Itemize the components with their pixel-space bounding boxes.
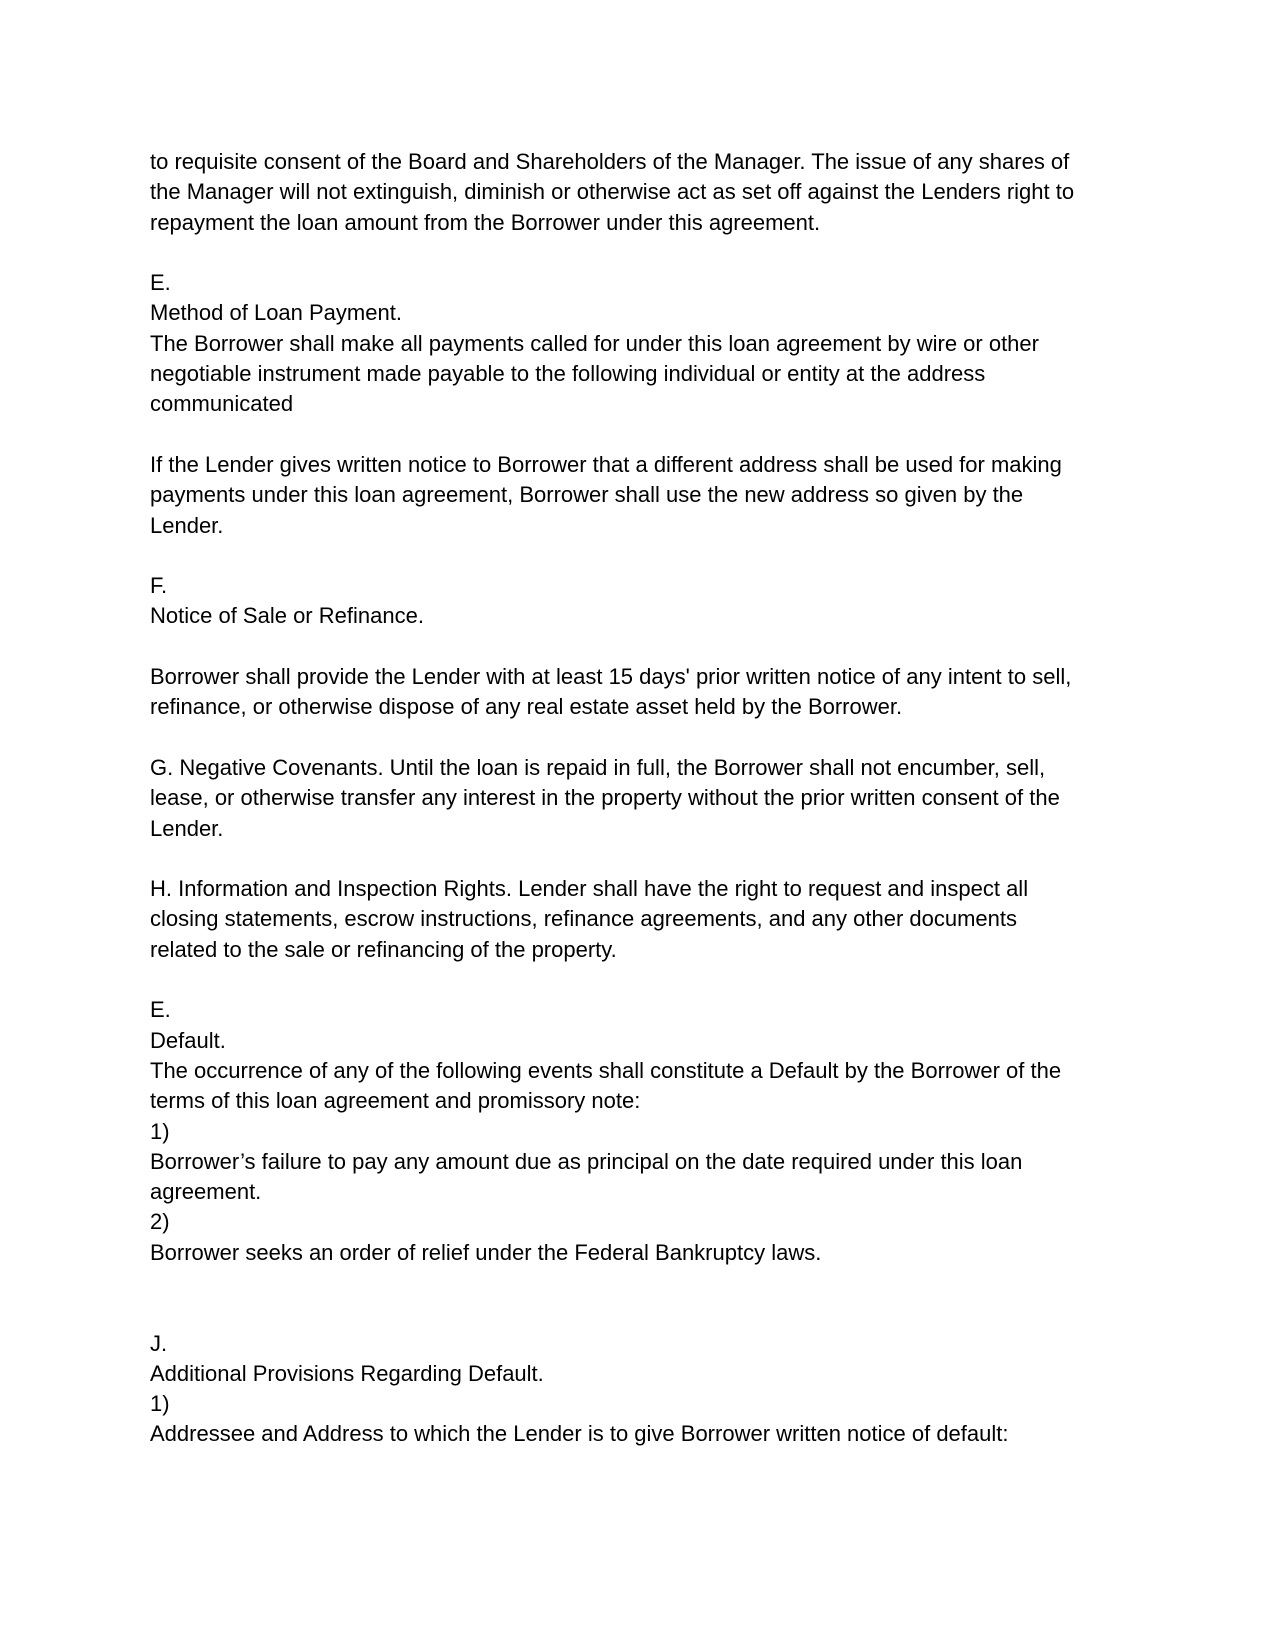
list-item-line: Borrower’s failure to pay any amount due as principal on the date required under this loan [150,1148,1023,1174]
section-j-additional-provisions [150,1329,1130,1450]
list-number: 1) [150,1118,170,1144]
section-line: related to the sale or refinancing of the property. [150,936,617,962]
section-title: Method of Loan Payment. [150,300,402,326]
section-letter: E. [150,270,171,296]
spacer [150,420,1130,450]
section-line: negotiable instrument made payable to the following individual or entity at the address [150,361,986,387]
section-line: The occurrence of any of the following events shall constitute a Default by the Borrower of the [150,1057,1062,1083]
list-item-line: Borrower seeks an order of relief under the Federal Bankruptcy laws. [150,1239,822,1265]
list-item-line: agreement. [150,1179,262,1205]
section-line: G. Negative Covenants. Until the loan is repaid in full, the Borrower shall not encumber, sell, [150,754,1046,780]
section-e-default [150,995,1130,1268]
section-line: Lender. [150,512,224,538]
section-line: payments under this loan agreement, Borrower shall use the new address so given by the [150,482,1024,508]
intro-line: to requisite consent of the Board and Shareholders of the Manager. The issue of any shares of [150,149,1070,174]
section-line: communicated [150,391,294,417]
list-number: 1) [150,1391,170,1417]
section-line: The Borrower shall make all payments called for under this loan agreement by wire or other [150,330,1039,356]
spacer [150,541,1130,571]
document-body [150,147,1130,1450]
section-line: terms of this loan agreement and promissory note: [150,1088,641,1114]
section-line: closing statements, escrow instructions, refinance agreements, and any other documents [150,906,1018,932]
spacer [150,723,1130,753]
spacer [150,1268,1130,1329]
intro-paragraph [150,147,1130,238]
section-line: H. Information and Inspection Rights. Lender shall have the right to request and inspect all [150,876,1029,902]
section-e-method-of-payment [150,268,1130,541]
spacer [150,844,1130,874]
section-g-negative-covenants [150,753,1130,844]
section-line: lease, or otherwise transfer any interest in the property without the prior written consent of the [150,785,1060,811]
section-line: refinance, or otherwise dispose of any real estate asset held by the Borrower. [150,694,903,720]
section-letter: E. [150,997,171,1023]
list-item-line: Addressee and Address to which the Lender is to give Borrower written notice of default: [150,1421,1009,1447]
intro-line: repayment the loan amount from the Borrower under this agreement. [150,209,821,235]
section-title: Default. [150,1027,226,1053]
section-f-notice-of-sale [150,571,1130,722]
section-line: If the Lender gives written notice to Borrower that a different address shall be used for making [150,451,1062,477]
intro-line: the Manager will not extinguish, diminish or otherwise act as set off against the Lenders right to [150,179,1075,205]
spacer [150,965,1130,995]
section-line: Borrower shall provide the Lender with at least 15 days' prior written notice of any intent to sell, [150,664,1072,690]
section-letter: F. [150,573,168,599]
section-letter: J. [150,1330,168,1356]
section-h-inspection-rights [150,874,1130,965]
spacer [150,238,1130,268]
section-title: Notice of Sale or Refinance. [150,603,424,629]
list-number: 2) [150,1209,170,1235]
section-title: Additional Provisions Regarding Default. [150,1360,544,1386]
section-line: Lender. [150,815,224,841]
spacer [150,632,1130,662]
